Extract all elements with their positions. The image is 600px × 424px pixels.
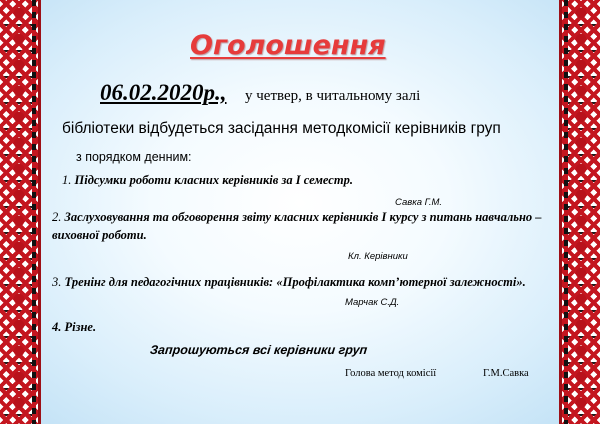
agenda-item-number: 4. xyxy=(52,320,62,334)
agenda-intro: з порядком денним: xyxy=(76,150,192,164)
agenda-item-number: 3. xyxy=(52,275,62,289)
signature-role: Голова метод комісії xyxy=(345,368,437,379)
signature-name: Г.М.Савка xyxy=(483,368,529,379)
agenda-item-2 xyxy=(52,210,542,225)
agenda-item-number: 1. xyxy=(62,173,72,187)
agenda-item-text: Підсумки роботи класних керівників за І семестр. xyxy=(74,173,353,187)
invitation-line: Запрошуються всі керівники груп xyxy=(149,343,368,357)
agenda-item-text: Тренінг для педагогічних працівників: «Профілактика комп’ютерної залежності». xyxy=(64,275,526,289)
ornament-border-right xyxy=(559,0,600,424)
agenda-item-3 xyxy=(52,275,526,290)
agenda-item-4 xyxy=(52,320,96,335)
meeting-description: бібліотеки відбудеться засідання методкомісії керівників груп xyxy=(62,120,501,137)
announcement-title: Оголошення xyxy=(190,30,386,61)
agenda-item-2-continued: виховної роботи. xyxy=(52,228,147,242)
responsible-3: Марчак С.Д. xyxy=(345,297,400,308)
agenda-item-text: Заслуховування та обговорення звіту класних керівників І курсу з питань навчально – xyxy=(64,210,542,224)
ornament-border-left xyxy=(0,0,41,424)
agenda-item-number: 2. xyxy=(52,210,62,224)
meeting-date: 06.02.2020р., xyxy=(100,80,227,105)
responsible-2: Кл. Керівники xyxy=(348,251,408,262)
meeting-place-text: у четвер, в читальному залі xyxy=(245,88,421,104)
agenda-item-1 xyxy=(62,173,353,188)
agenda-item-text: Різне. xyxy=(64,320,97,334)
responsible-1: Савка Г.М. xyxy=(395,197,443,208)
